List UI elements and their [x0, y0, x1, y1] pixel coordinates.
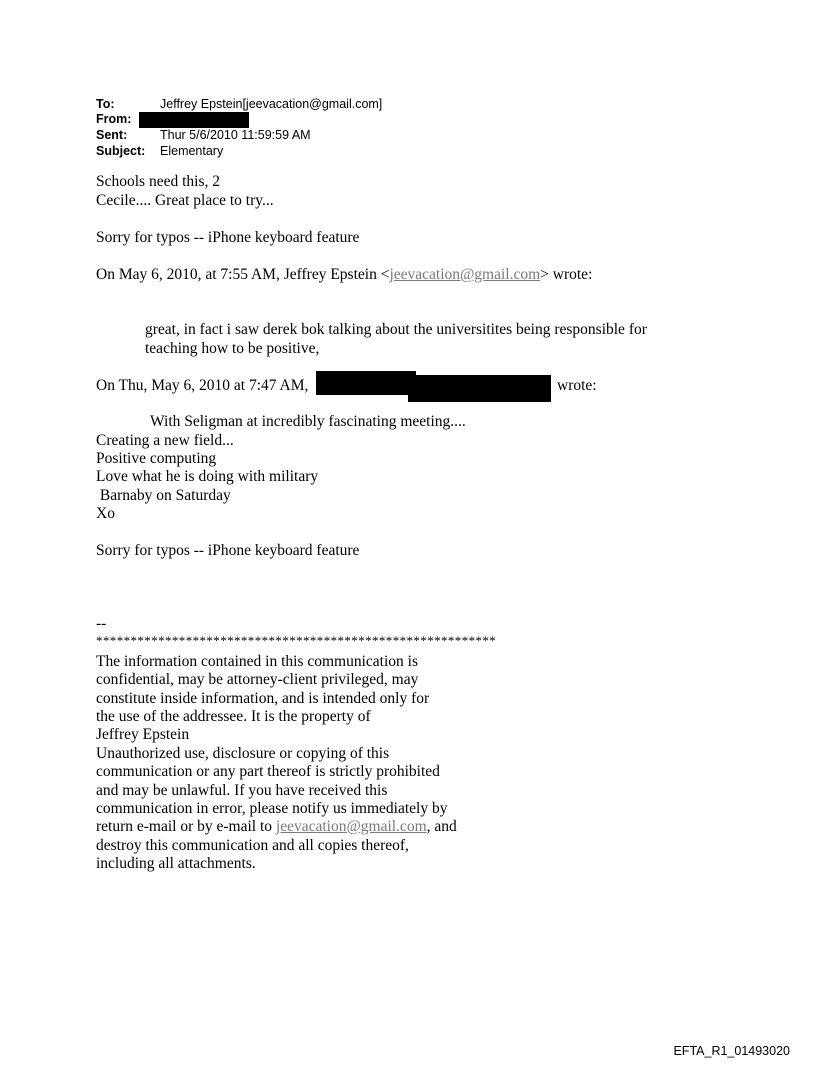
- sent-value: Thur 5/6/2010 11:59:59 AM: [160, 128, 311, 142]
- disclaimer-line-10-suffix: , and: [426, 818, 457, 835]
- sent-label: Sent:: [96, 128, 128, 142]
- original-line-2: Creating a new field...: [96, 432, 234, 449]
- disclaimer-email-link[interactable]: jeevacation@gmail.com: [275, 818, 427, 835]
- disclaimer-stars: **********************************************************: [96, 633, 497, 648]
- original-signature: Sorry for typos -- iPhone keyboard feature: [96, 542, 360, 559]
- quote-header-2-prefix: On Thu, May 6, 2010 at 7:47 AM,: [96, 377, 309, 394]
- disclaimer-line-7: communication or any part thereof is strictly prohibited: [96, 763, 440, 780]
- disclaimer-line-9: communication in error, please notify us immediately by: [96, 800, 448, 817]
- redaction-sender-name: [316, 371, 416, 395]
- disclaimer-line-2: confidential, may be attorney-client privileged, may: [96, 671, 419, 688]
- disclaimer-line-12: including all attachments.: [96, 855, 256, 872]
- quote-header-1-suffix: > wrote:: [540, 266, 593, 283]
- disclaimer-line-1: The information contained in this communication is: [96, 653, 418, 670]
- disclaimer-line-4: the use of the addressee. It is the property of: [96, 708, 371, 725]
- disclaimer-line-5: Jeffrey Epstein: [96, 726, 190, 743]
- quote-header-1-email-link[interactable]: jeevacation@gmail.com: [389, 266, 541, 283]
- to-value: Jeffrey Epstein[jeevacation@gmail.com]: [160, 97, 383, 111]
- to-label: To:: [96, 97, 115, 111]
- disclaimer-line-10: [96, 818, 457, 837]
- from-label: From:: [96, 112, 132, 126]
- original-line-3: Positive computing: [96, 450, 217, 467]
- subject-label: Subject:: [96, 144, 146, 158]
- message-line-2: Cecile.... Great place to try...: [96, 192, 274, 209]
- quote-header-1-prefix: On May 6, 2010, at 7:55 AM, Jeffrey Epstein <: [96, 266, 390, 283]
- redaction-from: [139, 112, 249, 128]
- disclaimer-line-11: destroy this communication and all copies thereof,: [96, 837, 409, 854]
- document-id: EFTA_R1_01493020: [673, 1044, 790, 1058]
- redaction-sender-email: [408, 375, 551, 402]
- original-line-4: Love what he is doing with military: [96, 468, 319, 485]
- disclaimer-line-6: Unauthorized use, disclosure or copying of this: [96, 745, 390, 762]
- quote-header-1: [96, 266, 592, 285]
- disclaimer-line-3: constitute inside information, and is intended only for: [96, 690, 430, 707]
- to-row: [96, 96, 382, 112]
- original-line-5: Barnaby on Saturday: [96, 487, 231, 504]
- message-line-1: Schools need this, 2: [96, 173, 220, 190]
- original-line-1: With Seligman at incredibly fascinating meeting....: [150, 413, 466, 430]
- original-line-6: Xo: [96, 505, 115, 522]
- sent-row: [96, 127, 311, 143]
- subject-value: Elementary: [160, 144, 224, 158]
- disclaimer-dashes: --: [96, 615, 107, 632]
- reply-line-2: teaching how to be positive,: [145, 340, 320, 357]
- disclaimer-line-10-prefix: return e-mail or by e-mail to: [96, 818, 276, 835]
- disclaimer-line-8: and may be unlawful. If you have received this: [96, 782, 388, 799]
- subject-row: [96, 143, 223, 159]
- quote-header-2-suffix: wrote:: [557, 377, 597, 394]
- reply-line-1: great, in fact i saw derek bok talking about the universitites being responsible for: [145, 321, 647, 338]
- message-signature: Sorry for typos -- iPhone keyboard feature: [96, 229, 360, 246]
